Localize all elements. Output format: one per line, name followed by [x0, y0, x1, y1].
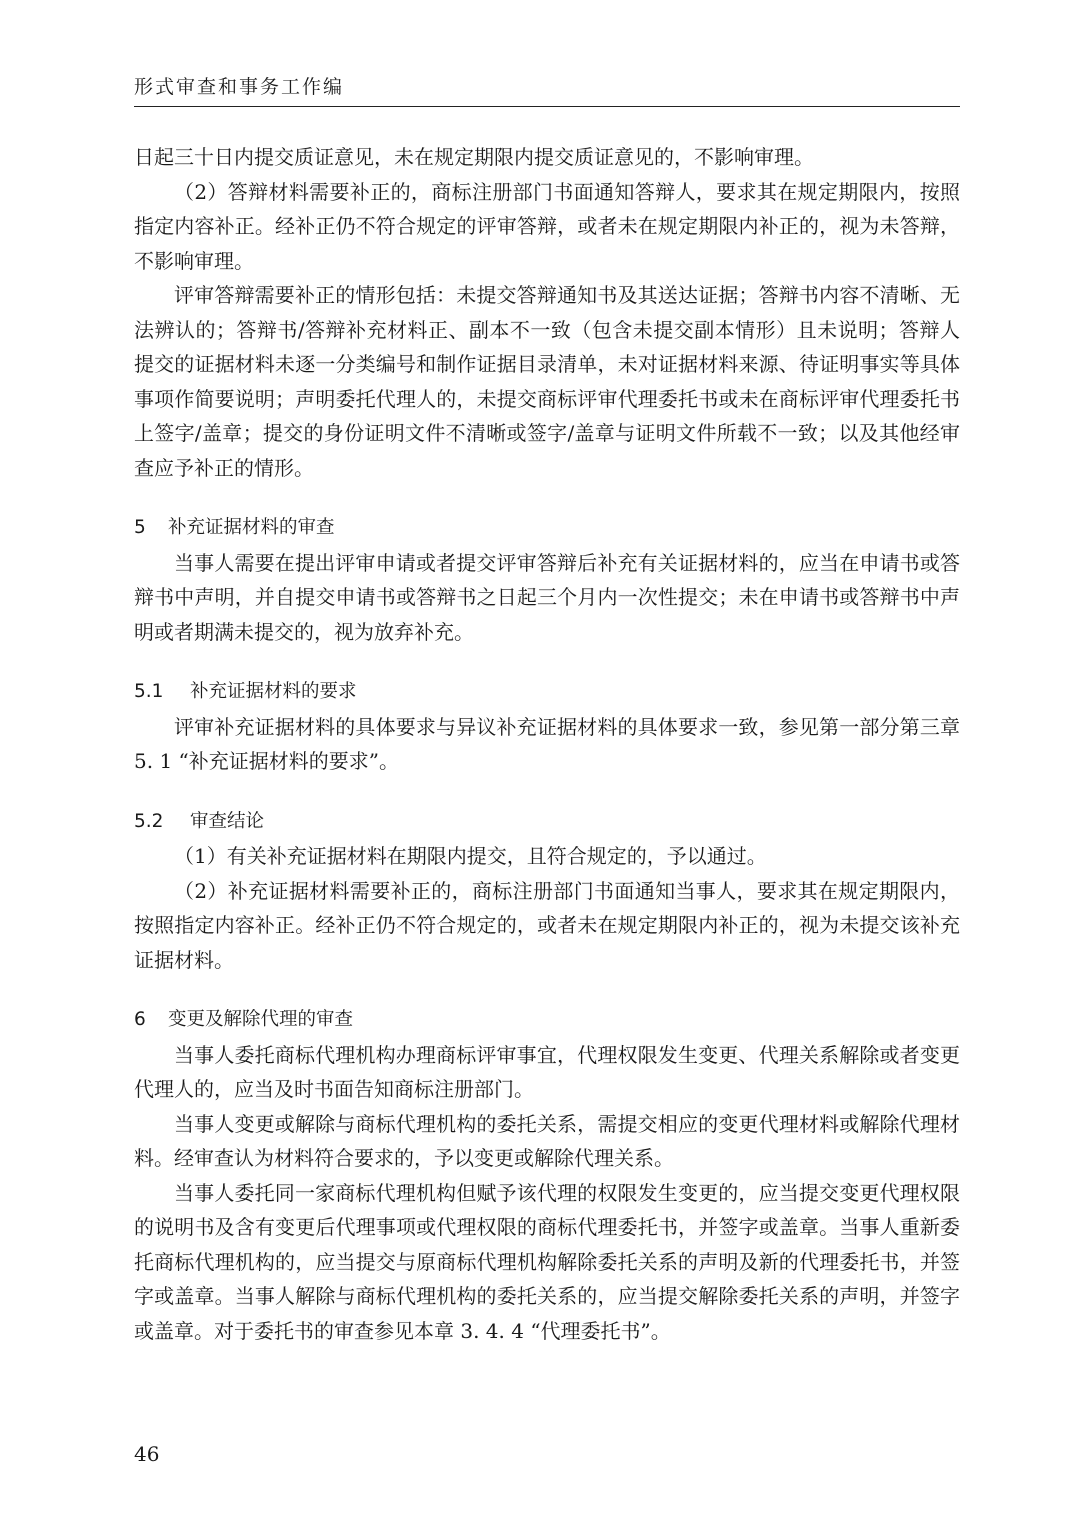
- paragraph-7: （2）补充证据材料需要补正的，商标注册部门书面通知当事人，要求其在规定期限内，按照指定内容补正。经补正仍不符合规定的，或者未在规定期限内补正的，视为未提交该补充证据材料。: [134, 878, 960, 972]
- paragraph-6: （1）有关补充证据材料在期限内提交，且符合规定的，予以通过。: [174, 844, 767, 868]
- paragraph-5: 评审补充证据材料的具体要求与异议补充证据材料的具体要求一致，参见第一部分第三章 5. 1 “补充证据材料的要求”。: [134, 714, 960, 773]
- running-head-title: 形式审查和事务工作编: [134, 76, 345, 98]
- section-title: 审查结论: [190, 810, 265, 832]
- paragraph-8: 当事人委托商标代理机构办理商标评审事宜，代理权限发生变更、代理关系解除或者变更代理人的，应当及时书面告知商标注册部门。: [134, 1042, 960, 1101]
- section-title: 补充证据材料的审查: [168, 517, 335, 538]
- header-rule: [134, 106, 960, 107]
- section-5-2-heading: [134, 805, 960, 840]
- section-title: 补充证据材料的要求: [190, 681, 357, 702]
- paragraph-1: 日起三十日内提交质证意见，未在规定期限内提交质证意见的，不影响审理。: [134, 145, 814, 169]
- section-number: 5.2: [134, 810, 164, 832]
- section-5-1-heading: [134, 675, 960, 710]
- paragraph-9: 当事人变更或解除与商标代理机构的委托关系，需提交相应的变更代理材料或解除代理材料。经审查认为材料符合要求的，予以变更或解除代理关系。: [134, 1111, 960, 1170]
- section-5-heading: [134, 511, 960, 546]
- section-number: 5: [134, 517, 146, 538]
- paragraph-3: 评审答辩需要补正的情形包括：未提交答辩通知书及其送达证据；答辩书内容不清晰、无法辨认的；答辩书/答辩补充材料正、副本不一致（包含未提交副本情形）且未说明；答辩人提交的证据材料未逐一分类编号和制作证据目录清单，未对证据材料来源、待证明事实等具体事项作简要说明；声明委托代理人的，未提交商标评审代理委托书或未在商标评审代理委托书上签字/盖章；提交的身份证明文件不清晰或签字/盖章与证明文件所载不一致；以及其他经审查应予补正的情形。: [134, 283, 960, 480]
- paragraph-2: （2）答辩材料需要补正的，商标注册部门书面通知答辩人，要求其在规定期限内，按照指定内容补正。经补正仍不符合规定的评审答辩，或者未在规定期限内补正的，视为未答辩，不影响审理。: [134, 179, 960, 273]
- paragraph-10: 当事人委托同一家商标代理机构但赋予该代理的权限发生变更的，应当提交变更代理权限的说明书及含有变更后代理事项或代理权限的商标代理委托书，并签字或盖章。当事人重新委托商标代理机构的，应当提交与原商标代理机构解除委托关系的声明及新的代理委托书，并签字或盖章。当事人解除与商标代理机构的委托关系的，应当提交解除委托关系的声明，并签字或盖章。对于委托书的审查参见本章 3. 4. 4 “代理委托书”。: [134, 1180, 960, 1343]
- paragraph-4: 当事人需要在提出评审申请或者提交评审答辩后补充有关证据材料的，应当在申请书或答辩书中声明，并自提交申请书或答辩书之日起三个月内一次性提交；未在申请书或答辩书中声明或者期满未提交的，视为放弃补充。: [134, 550, 960, 644]
- page-body: [134, 140, 960, 1348]
- section-number: 5.1: [134, 681, 164, 702]
- section-6-heading: [134, 1003, 960, 1038]
- section-title: 变更及解除代理的审查: [168, 1009, 354, 1030]
- section-number: 6: [134, 1009, 146, 1030]
- page-number: 46: [134, 1442, 160, 1466]
